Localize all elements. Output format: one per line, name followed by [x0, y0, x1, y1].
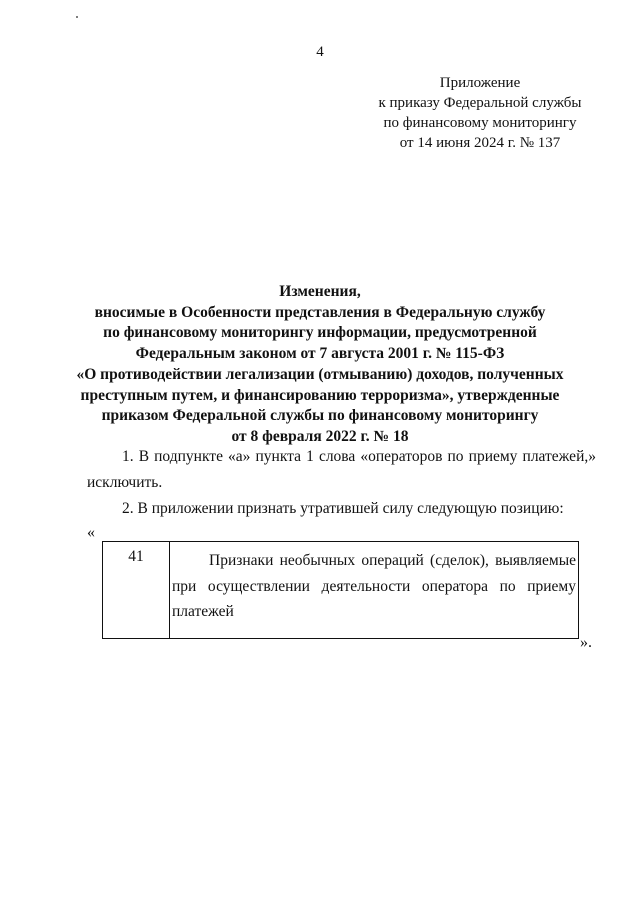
scan-speck — [76, 16, 78, 18]
paragraph-1: 1. В подпункте «а» пункта 1 слова «операторов по приему платежей,» — [122, 448, 596, 465]
appendix-line: к приказу Федеральной службы — [378, 95, 582, 111]
appendix-line: по финансовому мониторингу — [383, 115, 577, 131]
position-text — [170, 542, 579, 639]
appendix-line: от 14 июня 2024 г. № 137 — [399, 135, 561, 151]
closing-quote: ». — [580, 634, 592, 651]
table-row — [103, 542, 579, 639]
position-text-line: при осуществлении деятельности оператора по приему — [172, 577, 576, 595]
position-text-line: Признаки необычных операций (сделок), выявляемые — [209, 552, 576, 569]
title-line: по финансовому мониторингу информации, предусмотренной — [103, 324, 537, 342]
paragraph-1-continuation: исключить. — [87, 474, 163, 491]
title-line: преступным путем, и финансированию терроризма», утвержденные — [80, 386, 560, 404]
paragraph-2: 2. В приложении признать утратившей силу следующую позицию: — [122, 500, 564, 517]
appendix-line: Приложение — [439, 75, 521, 91]
title-line: от 8 февраля 2022 г. № 18 — [231, 427, 409, 445]
page-number: 4 — [316, 44, 324, 60]
title-line: Изменения, — [279, 283, 361, 300]
title-line: вносимые в Особенности представления в Федеральную службу — [94, 303, 546, 321]
title-line: «О противодействии легализации (отмыванию) доходов, полученных — [76, 365, 564, 383]
title-line: Федеральным законом от 7 августа 2001 г. № 115-ФЗ — [135, 345, 505, 363]
appendix-header — [360, 73, 600, 153]
position-text-line: платежей — [172, 603, 234, 620]
opening-quote: « — [87, 524, 95, 541]
removed-position-table — [102, 541, 579, 639]
document-title — [60, 282, 580, 448]
position-number: 41 — [103, 542, 170, 639]
title-line: приказом Федеральной службы по финансовому мониторингу — [101, 407, 539, 425]
